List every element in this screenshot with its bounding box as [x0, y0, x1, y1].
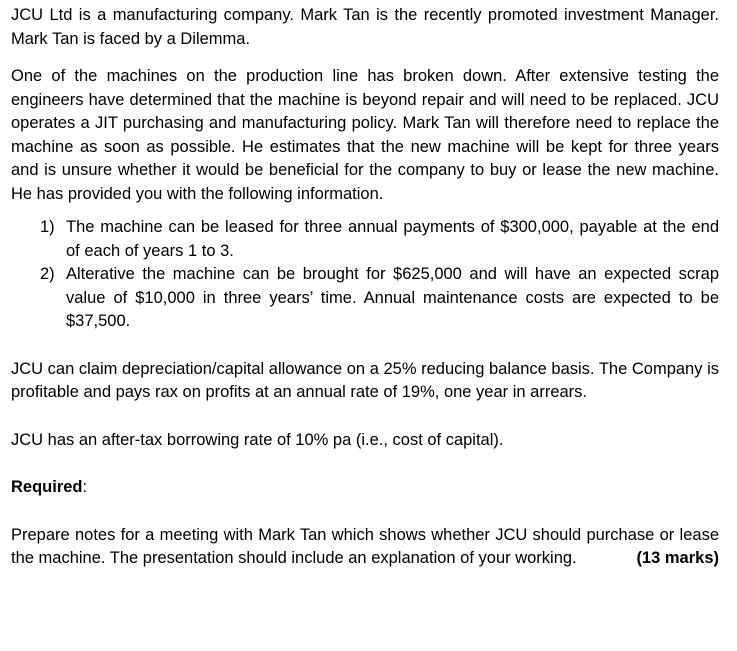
list-item [40, 263, 719, 334]
scenario-paragraph: One of the machines on the production line has broken down. After extensive testing the engineers have determined that the machine is beyond repair and will need to be replaced. JCU operates a JIT purchasing and manufacturing policy. Mark Tan will therefore need to replace the machine as soon as possible. He estimates that the new machine will be kept for three years and is unsure whether it would be beneficial for the company to buy or lease the new machine. He has provided you with the following information. [11, 67, 719, 203]
required-heading [11, 476, 719, 500]
intro-paragraph: JCU Ltd is a manufacturing company. Mark Tan is the recently promoted investment Manager. Mark Tan is faced by a Dilemma. [11, 6, 719, 48]
required-label: Required [11, 478, 83, 496]
list-item [40, 216, 719, 263]
task-paragraph: Prepare notes for a meeting with Mark Tan which shows whether JCU should purchase or lease the machine. The presentation should include an explanation of your working. [11, 525, 719, 567]
information-list [11, 216, 719, 334]
required-colon: : [82, 478, 88, 496]
task-block [11, 524, 719, 571]
list-item-number: 2) [40, 265, 55, 283]
list-item-number: 1) [40, 218, 55, 236]
list-item-text: Alterative the machine can be brought for $625,000 and will have an expected scrap value of $10,000 in three years’ time. Annual maintenance costs are expected to be $37,500. [66, 265, 719, 330]
marks-label: (13 marks) [636, 549, 719, 567]
list-item-text: The machine can be leased for three annual payments of $300,000, payable at the end of each of years 1 to 3. [66, 218, 719, 260]
depreciation-paragraph: JCU can claim depreciation/capital allowance on a 25% reducing balance basis. The Company is profitable and pays rax on profits at an annual rate of 19%, one year in arrears. [11, 359, 719, 401]
borrowing-paragraph: JCU has an after-tax borrowing rate of 10% pa (i.e., cost of capital). [11, 430, 504, 449]
